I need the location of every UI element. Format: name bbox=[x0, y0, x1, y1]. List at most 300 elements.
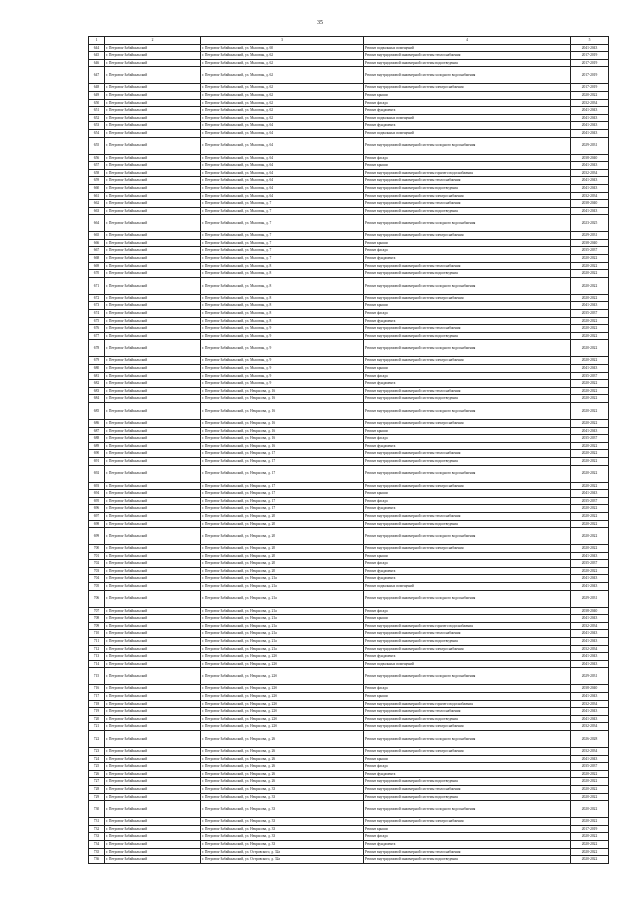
period-cell: 2032-2034 bbox=[571, 747, 609, 755]
municipality-cell: г. Петровск-Забайкальский bbox=[105, 833, 201, 841]
period-cell: 2023-2025 bbox=[571, 215, 609, 232]
address-cell: г. Петровск-Забайкальский, ул. Некрасова, д. 33 bbox=[201, 785, 364, 793]
period-cell: 2041-2043 bbox=[571, 660, 609, 668]
municipality-cell: г. Петровск-Забайкальский bbox=[105, 607, 201, 615]
header-col-5: 5 bbox=[571, 37, 609, 45]
address-cell: г. Петровск-Забайкальский, ул. Мысовая, д. 64 bbox=[201, 192, 364, 200]
table-row bbox=[89, 512, 609, 520]
work-type-cell: Ремонт фасада bbox=[364, 560, 571, 568]
table-row bbox=[89, 247, 609, 255]
municipality-cell: г. Петровск-Забайкальский bbox=[105, 262, 201, 270]
address-cell: г. Петровск-Забайкальский, ул. Некрасова, д. 33 bbox=[201, 793, 364, 801]
address-cell: г. Петровск-Забайкальский, ул. Мысовая, д. 8 bbox=[201, 294, 364, 302]
address-cell: г. Петровск-Забайкальский, ул. Мысовая, д. 7 bbox=[201, 207, 364, 215]
address-cell: г. Петровск-Забайкальский, ул. Некрасова, д. 22б bbox=[201, 708, 364, 716]
work-type-cell: Ремонт внутридомовой инженерной системы водоотведения bbox=[364, 270, 571, 278]
work-type-cell: Ремонт внутридомовой инженерной системы холодного водоснабжения bbox=[364, 67, 571, 84]
municipality-cell: г. Петровск-Забайкальский bbox=[105, 380, 201, 388]
municipality-cell: г. Петровск-Забайкальский bbox=[105, 801, 201, 818]
row-number-cell: 729 bbox=[89, 793, 105, 801]
address-cell: г. Петровск-Забайкальский, ул. Мысовая, д. 7 bbox=[201, 247, 364, 255]
table-row bbox=[89, 660, 609, 668]
address-cell: г. Петровск-Забайкальский, ул. Некрасова, д. 26 bbox=[201, 747, 364, 755]
period-cell: 2020-2022 bbox=[571, 856, 609, 864]
municipality-cell: г. Петровск-Забайкальский bbox=[105, 317, 201, 325]
municipality-cell: г. Петровск-Забайкальский bbox=[105, 184, 201, 192]
municipality-cell: г. Петровск-Забайкальский bbox=[105, 294, 201, 302]
table-row bbox=[89, 372, 609, 380]
municipality-cell: г. Петровск-Забайкальский bbox=[105, 435, 201, 443]
row-number-cell: 732 bbox=[89, 825, 105, 833]
period-cell: 2020-2022 bbox=[571, 340, 609, 357]
work-type-cell: Ремонт внутридомовой инженерной системы теплоснабжения bbox=[364, 325, 571, 333]
municipality-cell: г. Петровск-Забайкальский bbox=[105, 708, 201, 716]
municipality-cell: г. Петровск-Забайкальский bbox=[105, 730, 201, 747]
address-cell: г. Петровск-Забайкальский, ул. Мысовая, д. 64 bbox=[201, 122, 364, 130]
row-number-cell: 707 bbox=[89, 607, 105, 615]
row-number-cell: 730 bbox=[89, 801, 105, 818]
work-type-cell: Ремонт внутридомовой инженерной системы водоотведения bbox=[364, 457, 571, 465]
municipality-cell: г. Петровск-Забайкальский bbox=[105, 552, 201, 560]
table-row bbox=[89, 497, 609, 505]
work-type-cell: Ремонт внутридомовой инженерной системы электроснабжения bbox=[364, 645, 571, 653]
address-cell: г. Петровск-Забайкальский, ул. Мысовая, д. 9 bbox=[201, 340, 364, 357]
work-type-cell: Ремонт внутридомовой инженерной системы горячего водоснабжения bbox=[364, 169, 571, 177]
row-number-cell: 728 bbox=[89, 785, 105, 793]
work-type-cell: Ремонт внутридомовой инженерной системы водоотведения bbox=[364, 638, 571, 646]
table-row bbox=[89, 645, 609, 653]
period-cell: 2020-2022 bbox=[571, 262, 609, 270]
table-row bbox=[89, 310, 609, 318]
row-number-cell: 666 bbox=[89, 239, 105, 247]
address-cell: г. Петровск-Забайкальский, ул. Некрасова, д. 17 bbox=[201, 465, 364, 482]
table-row bbox=[89, 778, 609, 786]
table-row bbox=[89, 162, 609, 170]
work-type-cell: Ремонт внутридомовой инженерной системы теплоснабжения bbox=[364, 450, 571, 458]
table-row bbox=[89, 129, 609, 137]
row-number-cell: 710 bbox=[89, 630, 105, 638]
municipality-cell: г. Петровск-Забайкальский bbox=[105, 162, 201, 170]
address-cell: г. Петровск-Забайкальский, ул. Некрасова, д. 16 bbox=[201, 442, 364, 450]
municipality-cell: г. Петровск-Забайкальский bbox=[105, 192, 201, 200]
municipality-cell: г. Петровск-Забайкальский bbox=[105, 277, 201, 294]
period-cell: 2041-2043 bbox=[571, 552, 609, 560]
work-type-cell: Ремонт внутридомовой инженерной системы водоотведения bbox=[364, 856, 571, 864]
table-row bbox=[89, 615, 609, 623]
address-cell: г. Петровск-Забайкальский, ул. Мысовая, д. 9 bbox=[201, 357, 364, 365]
table-row bbox=[89, 607, 609, 615]
period-cell: 2020-2022 bbox=[571, 778, 609, 786]
table-row bbox=[89, 505, 609, 513]
period-cell: 2041-2043 bbox=[571, 575, 609, 583]
row-number-cell: 703 bbox=[89, 567, 105, 575]
address-cell: г. Петровск-Забайкальский, ул. Некрасова, д. 16 bbox=[201, 435, 364, 443]
row-number-cell: 673 bbox=[89, 302, 105, 310]
work-type-cell: Ремонт внутридомовой инженерной системы водоотведения bbox=[364, 793, 571, 801]
table-row bbox=[89, 435, 609, 443]
address-cell: г. Петровск-Забайкальский, ул. Мысовая, д. 9 bbox=[201, 332, 364, 340]
period-cell: 2029-2031 bbox=[571, 137, 609, 154]
period-cell: 2041-2043 bbox=[571, 427, 609, 435]
period-cell: 2041-2043 bbox=[571, 490, 609, 498]
row-number-cell: 674 bbox=[89, 310, 105, 318]
work-type-cell: Ремонт внутридомовой инженерной системы теплоснабжения bbox=[364, 52, 571, 60]
period-cell: 2020-2022 bbox=[571, 332, 609, 340]
row-number-cell: 690 bbox=[89, 450, 105, 458]
row-number-cell: 734 bbox=[89, 840, 105, 848]
table-row bbox=[89, 114, 609, 122]
address-cell: г. Петровск-Забайкальский, ул. Некрасова, д. 20 bbox=[201, 520, 364, 528]
table-row bbox=[89, 317, 609, 325]
municipality-cell: г. Петровск-Забайкальский bbox=[105, 52, 201, 60]
row-number-cell: 684 bbox=[89, 395, 105, 403]
address-cell: г. Петровск-Забайкальский, ул. Некрасова, д. 16 bbox=[201, 419, 364, 427]
work-type-cell: Ремонт внутридомовой инженерной системы водоотведения bbox=[364, 778, 571, 786]
table-row bbox=[89, 177, 609, 185]
table-row bbox=[89, 520, 609, 528]
address-cell: г. Петровск-Забайкальский, ул. Мысовая, д. 9 bbox=[201, 365, 364, 373]
table-row bbox=[89, 294, 609, 302]
row-number-cell: 708 bbox=[89, 615, 105, 623]
municipality-cell: г. Петровск-Забайкальский bbox=[105, 825, 201, 833]
period-cell: 2020-2022 bbox=[571, 512, 609, 520]
work-type-cell: Ремонт внутридомовой инженерной системы теплоснабжения bbox=[364, 200, 571, 208]
period-cell: 2041-2043 bbox=[571, 162, 609, 170]
municipality-cell: г. Петровск-Забайкальский bbox=[105, 567, 201, 575]
municipality-cell: г. Петровск-Забайкальский bbox=[105, 91, 201, 99]
address-cell: г. Петровск-Забайкальский, ул. Мысовая, д. 9 bbox=[201, 380, 364, 388]
municipality-cell: г. Петровск-Забайкальский bbox=[105, 387, 201, 395]
row-number-cell: 664 bbox=[89, 215, 105, 232]
address-cell: г. Петровск-Забайкальский, ул. Некрасова, д. 33 bbox=[201, 840, 364, 848]
row-number-cell: 724 bbox=[89, 755, 105, 763]
work-type-cell: Ремонт внутридомовой инженерной системы холодного водоснабжения bbox=[364, 730, 571, 747]
period-cell: 2020-2022 bbox=[571, 357, 609, 365]
address-cell: г. Петровск-Забайкальский, ул. Мысовая, д. 8 bbox=[201, 262, 364, 270]
period-cell: 2020-2022 bbox=[571, 482, 609, 490]
row-number-cell: 691 bbox=[89, 457, 105, 465]
municipality-cell: г. Петровск-Забайкальский bbox=[105, 457, 201, 465]
period-cell: 2020-2022 bbox=[571, 833, 609, 841]
work-type-cell: Ремонт внутридомовой инженерной системы водоотведения bbox=[364, 207, 571, 215]
address-cell: г. Петровск-Забайкальский, ул. Мысовая, д. 64 bbox=[201, 177, 364, 185]
address-cell: г. Петровск-Забайкальский, ул. Некрасова, д. 20 bbox=[201, 560, 364, 568]
period-cell: 2020-2022 bbox=[571, 801, 609, 818]
row-number-cell: 712 bbox=[89, 645, 105, 653]
row-number-cell: 705 bbox=[89, 583, 105, 591]
row-number-cell: 714 bbox=[89, 660, 105, 668]
address-cell: г. Петровск-Забайкальский, ул. Некрасова, д. 21а bbox=[201, 622, 364, 630]
work-type-cell: Ремонт крыши bbox=[364, 615, 571, 623]
row-number-cell: 658 bbox=[89, 169, 105, 177]
table-row bbox=[89, 590, 609, 607]
work-type-cell: Ремонт внутридомовой инженерной системы водоотведения bbox=[364, 59, 571, 67]
table-row bbox=[89, 184, 609, 192]
work-type-cell: Ремонт фасада bbox=[364, 99, 571, 107]
row-number-cell: 718 bbox=[89, 700, 105, 708]
address-cell: г. Петровск-Забайкальский, ул. Мысовая, д. 8 bbox=[201, 310, 364, 318]
period-cell: 2020-2022 bbox=[571, 545, 609, 553]
municipality-cell: г. Петровск-Забайкальский bbox=[105, 232, 201, 240]
period-cell: 2035-2037 bbox=[571, 247, 609, 255]
table-row bbox=[89, 387, 609, 395]
table-row bbox=[89, 402, 609, 419]
table-row bbox=[89, 715, 609, 723]
table-row bbox=[89, 700, 609, 708]
table-row bbox=[89, 818, 609, 826]
period-cell: 2020-2022 bbox=[571, 380, 609, 388]
work-type-cell: Ремонт фасада bbox=[364, 310, 571, 318]
table-row bbox=[89, 668, 609, 685]
table-row bbox=[89, 630, 609, 638]
table-row bbox=[89, 302, 609, 310]
municipality-cell: г. Петровск-Забайкальский bbox=[105, 325, 201, 333]
municipality-cell: г. Петровск-Забайкальский bbox=[105, 137, 201, 154]
period-cell: 2017-2019 bbox=[571, 59, 609, 67]
row-number-cell: 682 bbox=[89, 380, 105, 388]
period-cell: 2020-2022 bbox=[571, 294, 609, 302]
row-number-cell: 715 bbox=[89, 668, 105, 685]
address-cell: г. Петровск-Забайкальский, ул. Мысовая, д. 64 bbox=[201, 169, 364, 177]
address-cell: г. Петровск-Забайкальский, ул. Некрасова, д. 33 bbox=[201, 818, 364, 826]
municipality-cell: г. Петровск-Забайкальский bbox=[105, 169, 201, 177]
address-cell: г. Петровск-Забайкальский, ул. Некрасова, д. 20 bbox=[201, 512, 364, 520]
row-number-cell: 656 bbox=[89, 154, 105, 162]
header-col-4: 4 bbox=[364, 37, 571, 45]
table-row bbox=[89, 490, 609, 498]
municipality-cell: г. Петровск-Забайкальский bbox=[105, 99, 201, 107]
municipality-cell: г. Петровск-Забайкальский bbox=[105, 660, 201, 668]
municipality-cell: г. Петровск-Забайкальский bbox=[105, 638, 201, 646]
row-number-cell: 692 bbox=[89, 465, 105, 482]
work-type-cell: Ремонт фасада bbox=[364, 685, 571, 693]
row-number-cell: 661 bbox=[89, 192, 105, 200]
table-row bbox=[89, 552, 609, 560]
municipality-cell: г. Петровск-Забайкальский bbox=[105, 357, 201, 365]
municipality-cell: г. Петровск-Забайкальский bbox=[105, 793, 201, 801]
table-row bbox=[89, 785, 609, 793]
address-cell: г. Петровск-Забайкальский, ул. Некрасова, д. 17 bbox=[201, 457, 364, 465]
municipality-cell: г. Петровск-Забайкальский bbox=[105, 560, 201, 568]
table-row bbox=[89, 340, 609, 357]
address-cell: г. Петровск-Забайкальский, ул. Мысовая, д. 8 bbox=[201, 302, 364, 310]
table-row bbox=[89, 59, 609, 67]
row-number-cell: 702 bbox=[89, 560, 105, 568]
municipality-cell: г. Петровск-Забайкальский bbox=[105, 590, 201, 607]
work-type-cell: Ремонт внутридомовой инженерной системы электроснабжения bbox=[364, 818, 571, 826]
table-row bbox=[89, 653, 609, 661]
address-cell: г. Петровск-Забайкальский, ул. Некрасова, д. 21а bbox=[201, 638, 364, 646]
work-type-cell: Ремонт внутридомовой инженерной системы горячего водоснабжения bbox=[364, 700, 571, 708]
period-cell: 2020-2022 bbox=[571, 770, 609, 778]
work-type-cell: Ремонт внутридомовой инженерной системы электроснабжения bbox=[364, 419, 571, 427]
municipality-cell: г. Петровск-Забайкальский bbox=[105, 59, 201, 67]
municipality-cell: г. Петровск-Забайкальский bbox=[105, 332, 201, 340]
municipality-cell: г. Петровск-Забайкальский bbox=[105, 122, 201, 130]
address-cell: г. Петровск-Забайкальский, ул. Некрасова, д. 21а bbox=[201, 590, 364, 607]
period-cell: 2020-2022 bbox=[571, 450, 609, 458]
municipality-cell: г. Петровск-Забайкальский bbox=[105, 685, 201, 693]
address-cell: г. Петровск-Забайкальский, ул. Мысовая, д. 62 bbox=[201, 114, 364, 122]
municipality-cell: г. Петровск-Забайкальский bbox=[105, 67, 201, 84]
table-row bbox=[89, 239, 609, 247]
work-type-cell: Ремонт крыши bbox=[364, 427, 571, 435]
row-number-cell: 677 bbox=[89, 332, 105, 340]
municipality-cell: г. Петровск-Забайкальский bbox=[105, 520, 201, 528]
address-cell: г. Петровск-Забайкальский, ул. Некрасова, д. 17 bbox=[201, 490, 364, 498]
table-row bbox=[89, 107, 609, 115]
row-number-cell: 651 bbox=[89, 107, 105, 115]
period-cell: 2041-2043 bbox=[571, 107, 609, 115]
address-cell: г. Петровск-Забайкальский, ул. Мысовая, д. 7 bbox=[201, 215, 364, 232]
row-number-cell: 662 bbox=[89, 200, 105, 208]
period-cell: 2020-2022 bbox=[571, 505, 609, 513]
work-type-cell: Ремонт фундамента bbox=[364, 122, 571, 130]
work-type-cell: Ремонт крыши bbox=[364, 693, 571, 701]
row-number-cell: 669 bbox=[89, 262, 105, 270]
table-row bbox=[89, 793, 609, 801]
period-cell: 2032-2034 bbox=[571, 169, 609, 177]
period-cell: 2035-2037 bbox=[571, 763, 609, 771]
table-row bbox=[89, 482, 609, 490]
period-cell: 2041-2043 bbox=[571, 122, 609, 130]
work-type-cell: Ремонт фундамента bbox=[364, 567, 571, 575]
table-row bbox=[89, 801, 609, 818]
address-cell: г. Петровск-Забайкальский, ул. Мысовая, д. 62 bbox=[201, 59, 364, 67]
address-cell: г. Петровск-Забайкальский, ул. Некрасова, д. 22б bbox=[201, 685, 364, 693]
row-number-cell: 706 bbox=[89, 590, 105, 607]
work-type-cell: Ремонт внутридомовой инженерной системы теплоснабжения bbox=[364, 512, 571, 520]
address-cell: г. Петровск-Забайкальский, ул. Некрасова, д. 22б bbox=[201, 700, 364, 708]
address-cell: г. Петровск-Забайкальский, ул. Некрасова, д. 26 bbox=[201, 730, 364, 747]
period-cell: 2020-2022 bbox=[571, 317, 609, 325]
row-number-cell: 680 bbox=[89, 365, 105, 373]
work-type-cell: Ремонт крыши bbox=[364, 91, 571, 99]
period-cell: 2038-2040 bbox=[571, 239, 609, 247]
work-type-cell: Ремонт внутридомовой инженерной системы водоотведения bbox=[364, 395, 571, 403]
table-row bbox=[89, 693, 609, 701]
row-number-cell: 731 bbox=[89, 818, 105, 826]
period-cell: 2020-2022 bbox=[571, 567, 609, 575]
table-row bbox=[89, 622, 609, 630]
work-type-cell: Ремонт подвальных помещений bbox=[364, 129, 571, 137]
work-type-cell: Ремонт внутридомовой инженерной системы холодного водоснабжения bbox=[364, 668, 571, 685]
row-number-cell: 676 bbox=[89, 325, 105, 333]
address-cell: г. Петровск-Забайкальский, ул. Некрасова, д. 22б bbox=[201, 723, 364, 731]
table-row bbox=[89, 325, 609, 333]
address-cell: г. Петровск-Забайкальский, ул. Некрасова, д. 21а bbox=[201, 615, 364, 623]
work-type-cell: Ремонт внутридомовой инженерной системы теплоснабжения bbox=[364, 785, 571, 793]
period-cell: 2020-2022 bbox=[571, 528, 609, 545]
period-cell: 2017-2019 bbox=[571, 52, 609, 60]
table-row bbox=[89, 560, 609, 568]
address-cell: г. Петровск-Забайкальский, ул. Мысовая, д. 9 bbox=[201, 325, 364, 333]
period-cell: 2032-2034 bbox=[571, 99, 609, 107]
table-row bbox=[89, 44, 609, 52]
period-cell: 2032-2034 bbox=[571, 645, 609, 653]
row-number-cell: 654 bbox=[89, 129, 105, 137]
address-cell: г. Петровск-Забайкальский, ул. Мысовая, д. 7 bbox=[201, 239, 364, 247]
municipality-cell: г. Петровск-Забайкальский bbox=[105, 545, 201, 553]
table-row bbox=[89, 723, 609, 731]
work-type-cell: Ремонт внутридомовой инженерной системы теплоснабжения bbox=[364, 387, 571, 395]
page-number: 35 bbox=[317, 20, 323, 26]
row-number-cell: 678 bbox=[89, 340, 105, 357]
period-cell: 2020-2022 bbox=[571, 818, 609, 826]
municipality-cell: г. Петровск-Забайкальский bbox=[105, 442, 201, 450]
row-number-cell: 657 bbox=[89, 162, 105, 170]
period-cell: 2038-2040 bbox=[571, 200, 609, 208]
address-cell: г. Петровск-Забайкальский, ул. Некрасова, д. 21а bbox=[201, 583, 364, 591]
table-row bbox=[89, 840, 609, 848]
period-cell: 2020-2022 bbox=[571, 457, 609, 465]
work-type-cell: Ремонт внутридомовой инженерной системы электроснабжения bbox=[364, 747, 571, 755]
table-row bbox=[89, 427, 609, 435]
work-type-cell: Ремонт внутридомовой инженерной системы холодного водоснабжения bbox=[364, 402, 571, 419]
period-cell: 2035-2037 bbox=[571, 435, 609, 443]
row-number-cell: 721 bbox=[89, 723, 105, 731]
address-cell: г. Петровск-Забайкальский, ул. Мысовая, д. 60 bbox=[201, 44, 364, 52]
municipality-cell: г. Петровск-Забайкальский bbox=[105, 310, 201, 318]
municipality-cell: г. Петровск-Забайкальский bbox=[105, 490, 201, 498]
table-row bbox=[89, 122, 609, 130]
work-type-cell: Ремонт фундамента bbox=[364, 770, 571, 778]
municipality-cell: г. Петровск-Забайкальский bbox=[105, 427, 201, 435]
row-number-cell: 663 bbox=[89, 207, 105, 215]
municipality-cell: г. Петровск-Забайкальский bbox=[105, 114, 201, 122]
municipality-cell: г. Петровск-Забайкальский bbox=[105, 207, 201, 215]
municipality-cell: г. Петровск-Забайкальский bbox=[105, 372, 201, 380]
row-number-cell: 704 bbox=[89, 575, 105, 583]
work-type-cell: Ремонт фасада bbox=[364, 372, 571, 380]
table-row bbox=[89, 685, 609, 693]
work-type-cell: Ремонт крыши bbox=[364, 755, 571, 763]
municipality-cell: г. Петровск-Забайкальский bbox=[105, 583, 201, 591]
period-cell: 2041-2043 bbox=[571, 302, 609, 310]
table-row bbox=[89, 763, 609, 771]
work-type-cell: Ремонт фундамента bbox=[364, 442, 571, 450]
work-type-cell: Ремонт внутридомовой инженерной системы водоотведения bbox=[364, 520, 571, 528]
municipality-cell: г. Петровск-Забайкальский bbox=[105, 255, 201, 263]
row-number-cell: 671 bbox=[89, 277, 105, 294]
row-number-cell: 650 bbox=[89, 99, 105, 107]
municipality-cell: г. Петровск-Забайкальский bbox=[105, 129, 201, 137]
period-cell: 2029-2031 bbox=[571, 232, 609, 240]
address-cell: г. Петровск-Забайкальский, ул. Мысовая, д. 8 bbox=[201, 270, 364, 278]
work-type-cell: Ремонт внутридомовой инженерной системы электроснабжения bbox=[364, 357, 571, 365]
address-cell: г. Петровск-Забайкальский, ул. Мысовая, д. 62 bbox=[201, 91, 364, 99]
municipality-cell: г. Петровск-Забайкальский bbox=[105, 856, 201, 864]
municipality-cell: г. Петровск-Забайкальский bbox=[105, 622, 201, 630]
period-cell: 2020-2022 bbox=[571, 793, 609, 801]
row-number-cell: 660 bbox=[89, 184, 105, 192]
address-cell: г. Петровск-Забайкальский, ул. Некрасова, д. 16 bbox=[201, 387, 364, 395]
municipality-cell: г. Петровск-Забайкальский bbox=[105, 505, 201, 513]
row-number-cell: 711 bbox=[89, 638, 105, 646]
municipality-cell: г. Петровск-Забайкальский bbox=[105, 215, 201, 232]
municipality-cell: г. Петровск-Забайкальский bbox=[105, 848, 201, 856]
table-row bbox=[89, 450, 609, 458]
work-type-cell: Ремонт фундамента bbox=[364, 505, 571, 513]
period-cell: 2032-2034 bbox=[571, 192, 609, 200]
work-type-cell: Ремонт крыши bbox=[364, 162, 571, 170]
table-row bbox=[89, 395, 609, 403]
row-number-cell: 667 bbox=[89, 247, 105, 255]
work-type-cell: Ремонт внутридомовой инженерной системы электроснабжения bbox=[364, 84, 571, 92]
table-header-row bbox=[89, 37, 609, 45]
municipality-cell: г. Петровск-Забайкальский bbox=[105, 465, 201, 482]
municipality-cell: г. Петровск-Забайкальский bbox=[105, 755, 201, 763]
